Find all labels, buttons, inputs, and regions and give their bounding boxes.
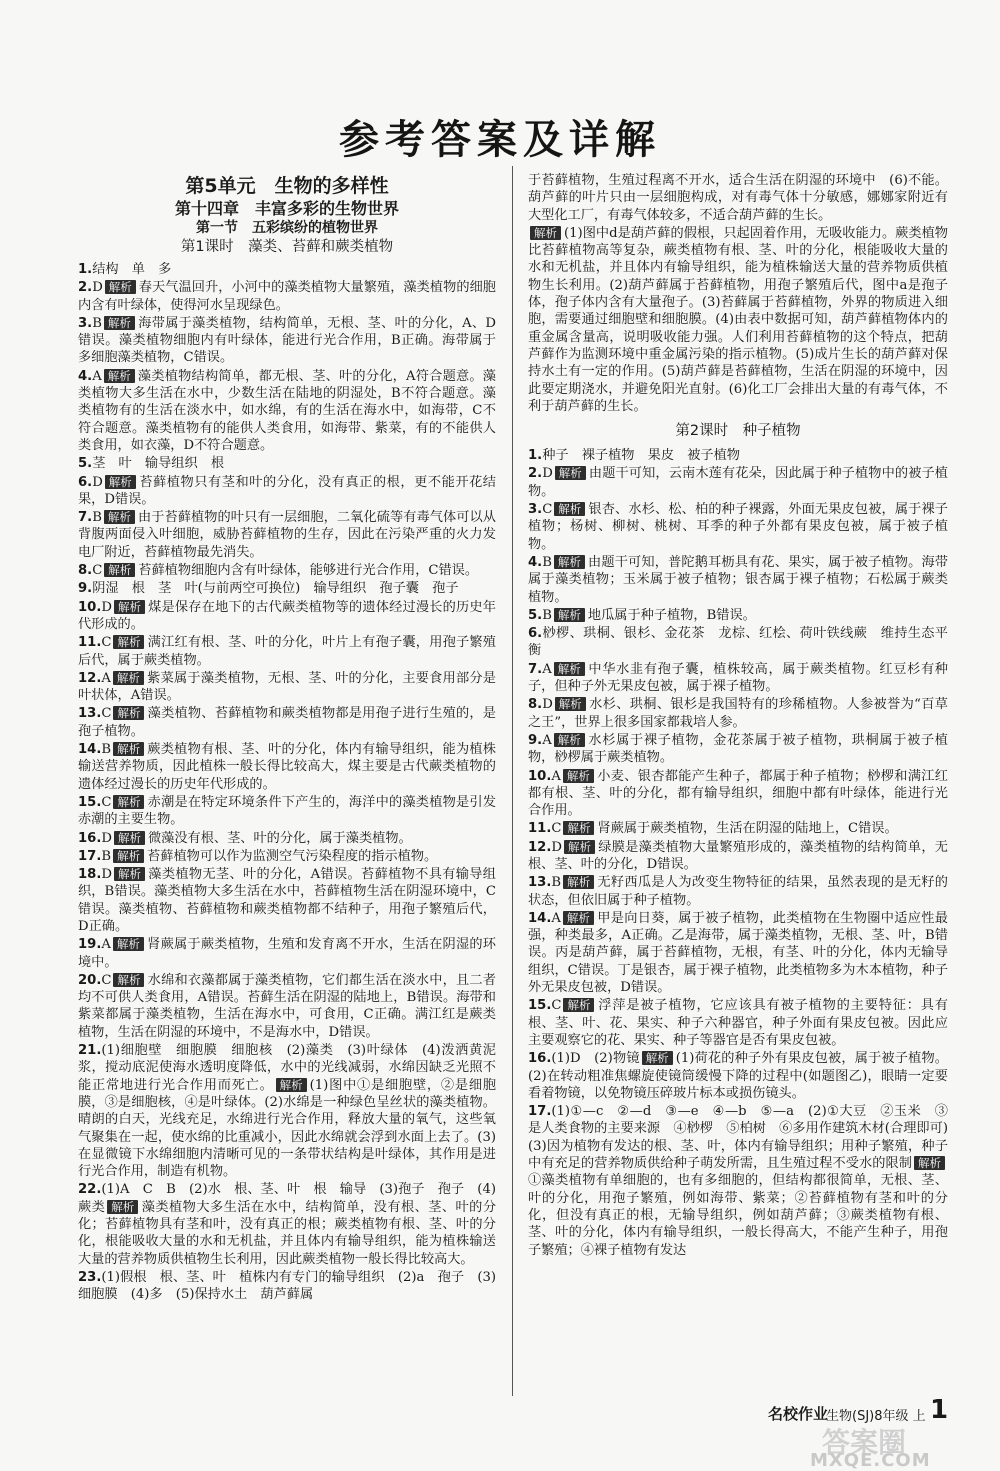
analysis-text: (1)荷花的种子外有果皮包被，属于被子植物。(2)在转动粗准焦螺旋使镜筒缓慢下降的过程中(如题图乙)，眼睛一定要看着物镜，以免物镜压碎玻片标本或损伤镜头。 [528, 1051, 948, 1101]
analysis-text: 满江红有根、茎、叶的分化，叶片上有孢子囊，用孢子繁殖后代，属于蕨类植物。 [78, 635, 496, 668]
analysis-badge: 解析 [113, 706, 144, 720]
answer-key: (1)细胞壁 细胞膜 细胞核 (2)藻类 (3)叶绿体 (4)泼洒黄泥浆，搅动底泥使海水透明度降低，水中的光线减弱，水绵因缺乏光照不能正常地进行光合作用而死亡。 [78, 1043, 496, 1093]
answer-item [528, 910, 948, 996]
analysis-text: 中华水韭有孢子囊，植株较高，属于蕨类植物。红豆杉有种子，但种子外无果皮包被，属于裸子植物。 [528, 661, 948, 695]
answer-key: A [551, 910, 561, 926]
answer-item [78, 1181, 496, 1267]
answer-key: A [101, 937, 111, 953]
answer-item [78, 741, 496, 793]
answer-key: (1)D (2)物镜 [551, 1051, 640, 1067]
answer-item [528, 696, 948, 731]
column-divider [512, 166, 513, 1396]
answer-number: 16. [78, 830, 102, 846]
analysis-text: (1)图中①是细胞壁，②是细胞膜，③是细胞核，④是叶绿体。(2)水绵是一种绿色呈丝状的藻类植物。晴朗的白天，光线充足，水绵进行光合作用，释放大量的氧气，这些氧气聚集在一起，使水绵的比重减小，因此水绵就会浮到水面上去了。(3)在显微镜下水绵细胞内清晰可见的一条带状结构是叶绿体，其作用是进行光合作用，制造有机物。 [78, 1077, 497, 1180]
analysis-text: 浮萍是被子植物，它应该具有被子植物的主要特征：具有根、茎、叶、花、果实、种子六种器官，种子外面有果皮包被。因此应主要观察它的花、果实、种子等器官是否有果皮包被。 [528, 998, 948, 1048]
answer-number: 15. [528, 998, 552, 1014]
analysis-text: 微藻没有根、茎、叶的分化，属于藻类植物。 [147, 830, 412, 846]
answer-item [78, 670, 496, 705]
left-answer-list [78, 261, 496, 1304]
analysis-badge: 解析 [563, 769, 594, 783]
answer-item [78, 1042, 496, 1180]
analysis-text: 紫菜属于藻类植物，无根、茎、叶的分化，主要食用部分是叶状体，A错误。 [78, 670, 496, 704]
analysis-text: ①藻类植物有单细胞的，也有多细胞的，但结构都很简单，无根、茎、叶的分化，用孢子繁殖，例如海带、紫菜；②苔藓植物有茎和叶的分化，但没有真正的根，无输导组织，例如葫芦藓；③蕨类植物有根、茎、叶的分化，体内有输导组织，一般长得高大，不能产生种子，用孢子繁殖；④裸子植物有发达 [528, 1173, 948, 1258]
answer-item [78, 866, 496, 935]
answer-item [78, 794, 496, 829]
answer-number: 3. [528, 502, 543, 518]
analysis-text: 绿膜是藻类植物大量繁殖形成的，藻类植物的结构简单，无根、茎、叶的分化，D错误。 [528, 839, 948, 872]
answer-key: A [542, 732, 552, 748]
analysis-badge: 解析 [563, 911, 594, 925]
answer-item [78, 599, 496, 634]
analysis-text: 苔藓植物只有茎和叶的分化，没有真正的根，更不能开花结果，D错误。 [78, 474, 496, 507]
answer-key: (1)假根 根、茎、叶 植株内有专门的输导组织 (2)a 孢子 (3)细胞膜 (4)多 (5)保持水土 葫芦藓属 [78, 1269, 496, 1303]
continued-answer [528, 172, 948, 415]
answer-number: 19. [78, 937, 102, 953]
analysis-badge: 解析 [104, 369, 135, 383]
answer-key: B [542, 607, 552, 623]
answer-key: B [101, 848, 112, 864]
analysis-text: 无籽西瓜是人为改变生物特征的结果，虽然表现的是无籽的状态，但依旧属于种子植物。 [528, 875, 948, 908]
analysis-badge: 解析 [530, 226, 561, 240]
answer-number: 6. [78, 474, 93, 490]
analysis-badge: 解析 [113, 937, 144, 951]
page-title: 参考答案及详解 [339, 117, 661, 163]
answer-item [78, 279, 496, 314]
answer-item [78, 705, 496, 740]
analysis-badge: 解析 [113, 671, 144, 685]
answer-number: 20. [78, 972, 102, 988]
analysis-text: 藻类植物大多生活在水中，结构简单，没有根、茎、叶的分化；苔藓植物具有茎和叶，没有真正的根；蕨类植物有根、茎、叶的分化，根能吸收大量的水和无机盐，并且体内有输导组织，能为植株输送大量的营养物质供植物生长利用，因此蕨类植物一般长得比较高大。 [78, 1199, 497, 1267]
analysis-badge: 解析 [555, 697, 586, 711]
answer-key: C [542, 502, 553, 518]
answer-number: 13. [528, 875, 552, 891]
answer-key: D [551, 839, 562, 855]
analysis-text: 小麦、银杏都能产生种子，都属于种子植物；桫椤和满江红都有根、茎、叶的分化，都有输导组织，细胞中都有叶绿体，能进行光合作用。 [528, 768, 948, 819]
answer-item [528, 447, 948, 464]
analysis-badge: 解析 [104, 316, 135, 330]
analysis-text: 赤潮是在特定环境条件下产生的，海洋中的藻类植物是引发赤潮的主要生物。 [78, 794, 496, 828]
analysis-badge: 解析 [105, 280, 136, 294]
answer-number: 3. [78, 315, 93, 331]
right-answer-list [528, 447, 962, 1259]
answer-number: 2. [78, 280, 93, 296]
answer-number: 17. [528, 1104, 552, 1120]
answer-item [528, 225, 948, 415]
answer-key: C [551, 998, 562, 1014]
answer-item [78, 580, 496, 597]
analysis-badge: 解析 [554, 662, 585, 676]
answer-key: A [542, 661, 552, 677]
analysis-text: 藻类植物、苔藓植物和蕨类植物都是用孢子进行生殖的，是孢子植物。 [78, 706, 496, 739]
answer-number: 4. [78, 368, 93, 384]
answer-key: D [101, 599, 112, 615]
analysis-badge: 解析 [642, 1051, 673, 1065]
analysis-text: (1)图中d是葫芦藓的假根，只起固着作用，无吸收能力。蕨类植物比苔藓植物高等复杂，蕨类植物有根、茎、叶的分化，根能吸收大量的水和无机盐，并且体内有输导组织，能为植株输送大量的营养物质供植物生长利用。(2)葫芦藓属于苔藓植物，用孢子繁殖后代，图中a是孢子体，孢子体内含有大量孢子。(3)苔藓属于苔藓植物，外界的物质进入细胞，需要通过细胞壁和细胞膜。(4)由表中数据可知，葫芦藓植物体内的重金属含量高，说明吸收能力强。人们利用苔藓植物的这个特点，把葫芦藓作为监测环境中重金属污染的指示植物。(5)成片生长的葫芦藓对保持水土有一定的作用。(5)葫芦藓是苔藓植物，生活在阴湿的环境中，因此要定期浇水，并避免阳光直射。(6)化工厂会排出大量的有毒气体，不利于葫芦藓的生长。 [528, 225, 948, 414]
page-number: 1 [930, 1395, 949, 1425]
analysis-badge: 解析 [107, 1200, 138, 1214]
answer-item [528, 501, 948, 553]
analysis-badge: 解析 [276, 1078, 307, 1092]
answer-number: 9. [78, 581, 93, 597]
analysis-badge: 解析 [113, 635, 144, 649]
analysis-badge: 解析 [113, 973, 144, 987]
answer-item [528, 874, 948, 909]
unit-heading: 第5单元 生物的多样性 [185, 175, 389, 197]
answer-number: 10. [528, 768, 552, 784]
answer-item [78, 830, 496, 847]
answer-item [528, 820, 948, 837]
right-column [528, 172, 962, 1260]
footer-brand: 名校作业 [768, 1405, 829, 1423]
answer-number: 11. [78, 635, 102, 651]
answer-number: 15. [78, 794, 102, 810]
lesson-heading-2: 第2课时 种子植物 [675, 423, 801, 440]
answer-number: 14. [528, 910, 552, 926]
analysis-text: 水杉属于裸子植物，金花茶属于被子植物，珙桐属于被子植物，桫椤属于蕨类植物。 [528, 732, 948, 766]
answer-item [78, 634, 496, 669]
analysis-text: 肾蕨属于蕨类植物，生活在阴湿的陆地上，C错误。 [597, 821, 898, 837]
section-heading: 第一节 五彩缤纷的植物世界 [196, 220, 378, 236]
answer-item [78, 368, 496, 454]
analysis-badge: 解析 [554, 502, 585, 516]
answer-key: A [101, 670, 111, 686]
answer-item [78, 972, 496, 1041]
answer-key: 阴湿 根 茎 叶(与前两空可换位) 输导组织 孢子囊 孢子 [92, 581, 459, 597]
answer-number: 17. [78, 848, 102, 864]
answer-key: C [101, 635, 112, 651]
analysis-text: 水绵和衣藻都属于藻类植物，它们都生活在淡水中，且二者均不可供人类食用，A错误。苔藓生活在阴湿的陆地上，B错误。海带和紫菜都属于藻类植物，生活在海水中，可食用，C正确。满江红是蕨类植物，生活在阴湿的环境中，不是海水中，D错误。 [78, 972, 496, 1040]
answer-number: 9. [528, 732, 543, 748]
answer-key: 桫椤、珙桐、银杉、金花茶 龙棕、红桧、荷叶铁线蕨 维持生态平衡 [528, 626, 948, 659]
analysis-text: 水杉、珙桐、银杉是我国特有的珍稀植物。人参被誉为“百草之王”，世界上很多国家都栽培人参。 [528, 697, 948, 730]
answer-key: C [101, 794, 112, 810]
answer-key: (1)①—c ②—d ③—e ④—b ⑤—a (2)①大豆 ②玉米 ③是人类食物的主要来源 ④桫椤 ⑤柏树 ⑥多用作建筑木材(合理即可) (3)因为植物有发达的根、茎、叶，体内有输导组织；用种子繁殖，种子中有充足的营养物质供给种子萌发所需，且生殖过程不受水的限制 [528, 1104, 962, 1172]
answer-item [528, 607, 948, 624]
answer-key: C [92, 563, 103, 579]
analysis-badge: 解析 [563, 998, 594, 1012]
answer-number: 14. [78, 742, 102, 758]
analysis-text: 地瓜属于种子植物，B错误。 [587, 607, 756, 623]
answer-item [78, 455, 496, 472]
analysis-text: 藻类植物结构简单，都无根、茎、叶的分化，A符合题意。藻类植物大多生活在水中，少数生活在陆地的阴湿处，B不符合题意。藻类植物有的生活在淡水中，如水绵，有的生活在海水中，如海带，C不符合题意。藻类植物有的能供人类食用，如海带、紫菜，有的不能供人类食用，如衣藻，D不符合题意。 [78, 368, 496, 453]
answer-key: 于苔藓植物，生殖过程离不开水，适合生活在阴湿的环境中 (6)不能。葫芦藓的叶片只由一层细胞构成，对有毒气体十分敏感，娜娜家附近有大型化工厂，有毒气体较多，不适合葫芦藓的生长。 [528, 173, 948, 223]
analysis-text: 由题干可知，云南木莲有花朵，因此属于种子植物中的被子植物。 [528, 466, 948, 499]
answer-number: 1. [528, 448, 543, 464]
analysis-text: 由于苔藓植物的叶只有一层细胞，二氧化硫等有毒气体可以从背腹两面侵入叶细胞，威胁苔藓植物的生存，因此在污染严重的火力发电厂附近，苔藓植物最先消失。 [78, 510, 496, 560]
answer-key: C [551, 821, 562, 837]
answer-number: 23. [78, 1269, 102, 1285]
answer-key: B [551, 875, 562, 891]
answer-key: A [92, 368, 102, 384]
analysis-badge: 解析 [555, 466, 586, 480]
answer-item [528, 997, 948, 1049]
analysis-badge: 解析 [564, 840, 595, 854]
analysis-text: 苔藓植物细胞内含有叶绿体，能够进行光合作用，C错误。 [138, 563, 479, 579]
answer-key: D [92, 280, 103, 296]
answer-number: 12. [528, 839, 552, 855]
answer-item [78, 848, 496, 865]
analysis-badge: 解析 [554, 733, 585, 747]
answer-item [528, 839, 948, 874]
answer-key: 结构 单 多 [92, 262, 172, 277]
answer-number: 21. [78, 1043, 102, 1059]
watermark-url: MXQE.COM [810, 1450, 931, 1471]
analysis-text: 煤是保存在地下的古代蕨类植物等的遗体经过漫长的历史年代形成的。 [78, 599, 496, 632]
answer-number: 4. [528, 554, 543, 570]
answer-item [78, 562, 496, 579]
answer-number: 7. [78, 510, 93, 526]
footer-subject: 生物(SJ)8年级 上 [826, 1409, 926, 1424]
watermark-logo-text: 答案圈 [822, 1426, 907, 1458]
analysis-badge: 解析 [554, 608, 585, 622]
answer-item [78, 261, 496, 278]
answer-item [528, 732, 948, 767]
analysis-text: 蕨类植物有根、茎、叶的分化，体内有输导组织，能为植株输送营养物质，因此植株一般长得比较高大，煤主要是古代蕨类植物的遗体经过漫长的历史年代形成的。 [78, 742, 496, 792]
answer-key: A [551, 768, 561, 784]
answer-number: 7. [528, 661, 543, 677]
answer-key: C [101, 706, 112, 722]
page-footer [0, 1397, 1000, 1427]
answer-key: B [101, 742, 112, 758]
left-column [78, 172, 496, 1305]
analysis-text: 藻类植物无茎、叶的分化，A错误。苔藓植物不具有输导组织，B错误。藻类植物大多生活在水中，苔藓植物生活在阴湿环境中，C错误。藻类植物、苔藓植物和蕨类植物都不结种子，用孢子繁殖后代，D正确。 [78, 867, 496, 934]
analysis-badge: 解析 [104, 510, 135, 524]
answer-number: 2. [528, 466, 543, 482]
answer-key: C [101, 972, 112, 988]
answer-item [528, 768, 948, 820]
lesson-heading: 第1课时 藻类、苔藓和蕨类植物 [180, 239, 394, 255]
analysis-badge: 解析 [114, 600, 145, 614]
answer-key: D [542, 466, 553, 482]
analysis-text: 海带属于藻类植物，结构简单，无根、茎、叶的分化，A、D错误。藻类植物细胞内有叶绿体，能进行光合作用，B正确。海带属于多细胞藻类植物，C错误。 [78, 315, 496, 366]
answer-key: D [101, 867, 112, 883]
answer-key: D [92, 474, 103, 490]
answer-number: 18. [78, 867, 102, 883]
answer-number: 12. [78, 670, 102, 686]
answer-item [528, 661, 948, 696]
answer-key: B [542, 554, 552, 570]
analysis-badge: 解析 [105, 475, 136, 489]
answer-number: 6. [528, 626, 543, 642]
analysis-text: 甲是向日葵，属于被子植物，此类植物在生物圈中适应性最强，种类最多，A正确。乙是海带，属于藻类植物，无根、茎、叶，B错误。丙是葫芦藓，属于苔藓植物，无根，有茎、叶的分化，体内无输导组织，C错误。丁是银杏，属于裸子植物，此类植物多为木本植物，种子外无果皮包被，D错误。 [528, 910, 948, 996]
answer-item [78, 936, 496, 971]
analysis-badge: 解析 [104, 563, 135, 577]
answer-item [528, 554, 948, 606]
analysis-text: 苔藓植物可以作为监测空气污染程度的指示植物。 [147, 848, 438, 864]
answer-key: B [92, 315, 102, 331]
analysis-badge: 解析 [113, 795, 144, 809]
answer-number: 8. [528, 697, 543, 713]
analysis-badge: 解析 [554, 555, 585, 569]
answer-item [78, 315, 496, 367]
answer-number: 5. [528, 607, 543, 623]
answer-number: 22. [78, 1182, 102, 1198]
answer-number: 11. [528, 821, 552, 837]
answer-item [528, 465, 948, 500]
answer-number: 10. [78, 599, 102, 615]
analysis-text: 春天气温回升，小河中的藻类植物大量繁殖，藻类植物的细胞内含有叶绿体，使得河水呈现绿色。 [78, 280, 496, 313]
answer-item [528, 625, 948, 660]
answer-item [78, 474, 496, 509]
analysis-badge: 解析 [114, 867, 145, 881]
answer-item [78, 509, 496, 561]
analysis-text: 肾蕨属于蕨类植物，生殖和发育离不开水，生活在阴湿的环境中。 [78, 937, 496, 970]
analysis-badge: 解析 [113, 849, 144, 863]
answer-key: D [101, 830, 112, 846]
answer-key: 种子 裸子植物 果皮 被子植物 [542, 448, 740, 464]
answer-item [528, 1050, 948, 1102]
analysis-badge: 解析 [563, 875, 594, 889]
analysis-text: 由题干可知，普陀鹅耳枥具有花、果实，属于被子植物。海带属于藻类植物；玉米属于被子植物；银杏属于裸子植物；石松属于蕨类植物。 [528, 554, 948, 605]
answer-number: 8. [78, 563, 93, 579]
analysis-badge: 解析 [914, 1156, 945, 1170]
answer-number: 5. [78, 456, 93, 472]
answer-key: B [92, 510, 102, 526]
answer-number: 16. [528, 1051, 552, 1067]
analysis-badge: 解析 [114, 831, 145, 845]
answer-item [528, 1103, 962, 1259]
answer-number: 13. [78, 706, 102, 722]
answer-key: D [542, 697, 553, 713]
answer-key: (1)A C B (2)水 根、茎、叶 根 输导 (3)孢子 孢子 (4)蕨类 [78, 1182, 496, 1215]
answer-number: 1. [78, 262, 93, 277]
answer-item [78, 1269, 496, 1304]
answer-item [528, 172, 948, 224]
analysis-badge: 解析 [113, 742, 144, 756]
chapter-heading: 第十四章 丰富多彩的生物世界 [174, 199, 399, 218]
answer-key: 茎 叶 输导组织 根 [92, 456, 225, 472]
analysis-badge: 解析 [563, 821, 594, 835]
analysis-text: 银杏、水杉、松、柏的种子裸露，外面无果皮包被，属于裸子植物；杨树、柳树、桃树、耳季的种子外都有果皮包被，属于被子植物。 [528, 502, 948, 552]
